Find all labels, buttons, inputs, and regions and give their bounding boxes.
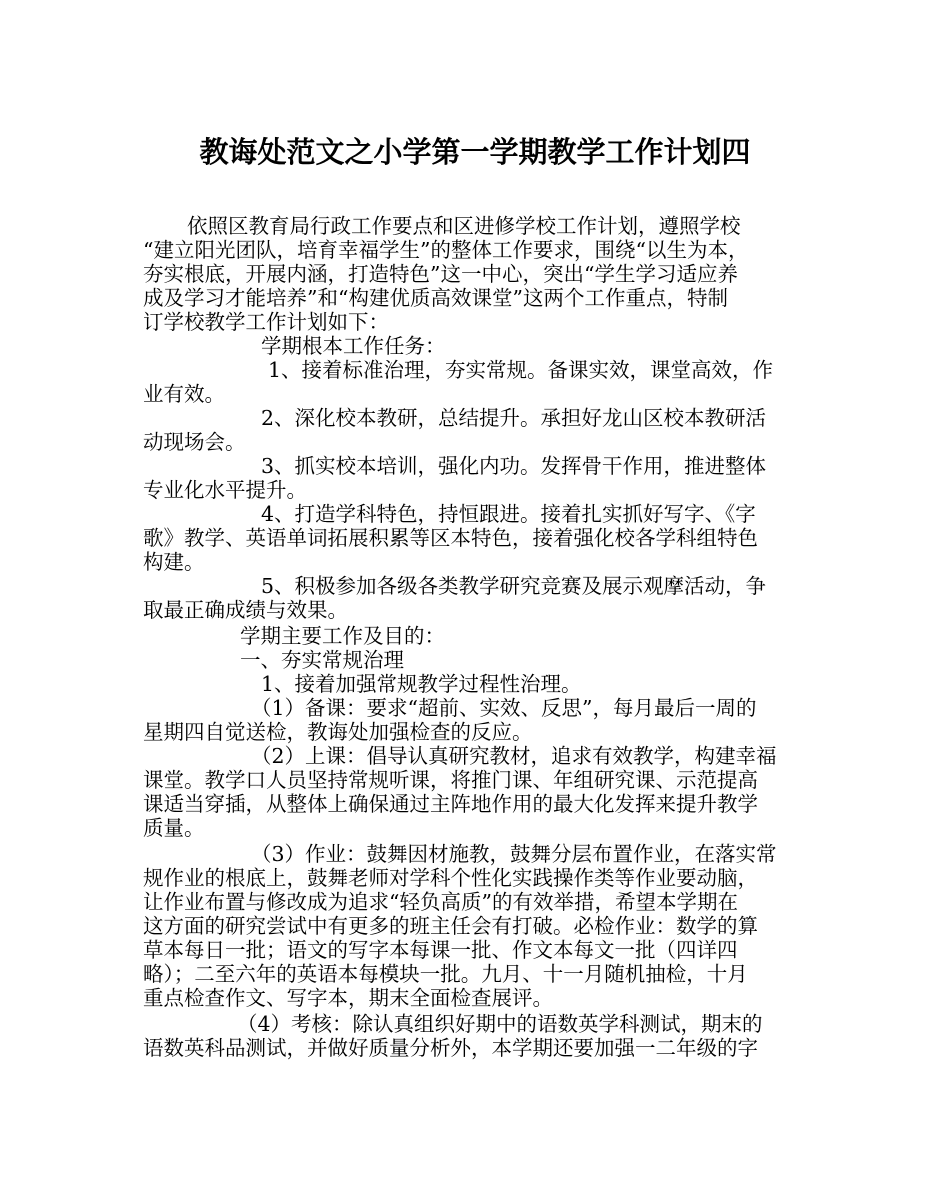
text-line: 1、接着加强常规教学过程性治理。 [261,672,582,696]
text-line: 草本每日一批；语文的写字本每课一批、作文本每文一批（四详四 [143,938,738,962]
text-line: 动现场会。 [143,430,246,454]
text-line: 订学校教学工作计划如下： [143,310,389,334]
text-line: （4）考核：除认真组织好期中的语数英学科测试，期末的 [237,1012,763,1036]
text-line: 略）；二至六年的英语本每模块一批。九月、十一月随机抽检，十月 [143,962,748,986]
document-title: 教诲处范文之小学第一学期教学工作计划四 [199,135,751,169]
text-line: 取最正确成绩与效果。 [143,598,348,622]
text-line: 规作业的根底上，鼓舞老师对学科个性化实践操作类等作业要动脑， [143,866,758,890]
text-line: 2、深化校本教研，总结提升。承担好龙山区校本教研活 [261,406,767,430]
text-line: （1）备课：要求“超前、实效、反思”，每月最后一周的 [251,696,757,720]
text-line: 重点检查作文、写字本，期末全面检查展评。 [143,986,553,1010]
text-line: 依照区教育局行政工作要点和区进修学校工作计划，遵照学校 [187,214,741,238]
text-line: 质量。 [143,816,205,840]
text-line: （3）作业：鼓舞因材施教，鼓舞分层布置作业，在落实常 [251,842,777,866]
text-line: 语数英科品测试，并做好质量分析外，本学期还要加强一二年级的字 [143,1036,758,1060]
text-line: 歌》教学、英语单词拓展积累等区本特色，接着强化校各学科组特色 [143,526,758,550]
text-line: 这方面的研究尝试中有更多的班主任会有打破。必检作业：数学的算 [143,914,758,938]
text-line: 夯实根底，开展内涵，打造特色”这一中心，突出“学生学习适应养 [143,262,738,286]
text-line: 一、夯实常规治理 [240,648,404,672]
text-line: 5、积极参加各级各类教学研究竞赛及展示观摩活动，争 [261,574,767,598]
text-line: （2）上课：倡导认真研究教材，追求有效教学，构建幸福 [251,744,777,768]
text-line: 1、接着标准治理，夯实常规。备课实效，课堂高效，作 [268,358,774,382]
text-line: 让作业布置与修改成为追求“轻负高质”的有效举措，希望本学期在 [143,890,738,914]
text-line: 星期四自觉送检，教诲处加强检查的反应。 [143,720,533,744]
text-line: 学期根本工作任务： [261,334,446,358]
text-line: 4、打造学科特色，持恒跟进。接着扎实抓好写字、《字 [261,502,756,526]
text-line: 成及学习才能培养”和“构建优质高效课堂”这两个工作重点，特制 [143,286,728,310]
text-line: “建立阳光团队，培育幸福学生”的整体工作要求，围绕“以生为本， [143,238,749,262]
text-line: 课堂。教学口人员坚持常规听课，将推门课、年组研究课、示范提高 [143,768,758,792]
text-line: 构建。 [143,550,205,574]
text-line: 学期主要工作及目的： [240,624,445,648]
text-line: 业有效。 [143,382,225,406]
text-line: 3、抓实校本培训，强化内功。发挥骨干作用，推进整体 [261,454,767,478]
text-line: 专业化水平提升。 [143,478,307,502]
text-line: 课适当穿插，从整体上确保通过主阵地作用的最大化发挥来提升教学 [143,792,758,816]
